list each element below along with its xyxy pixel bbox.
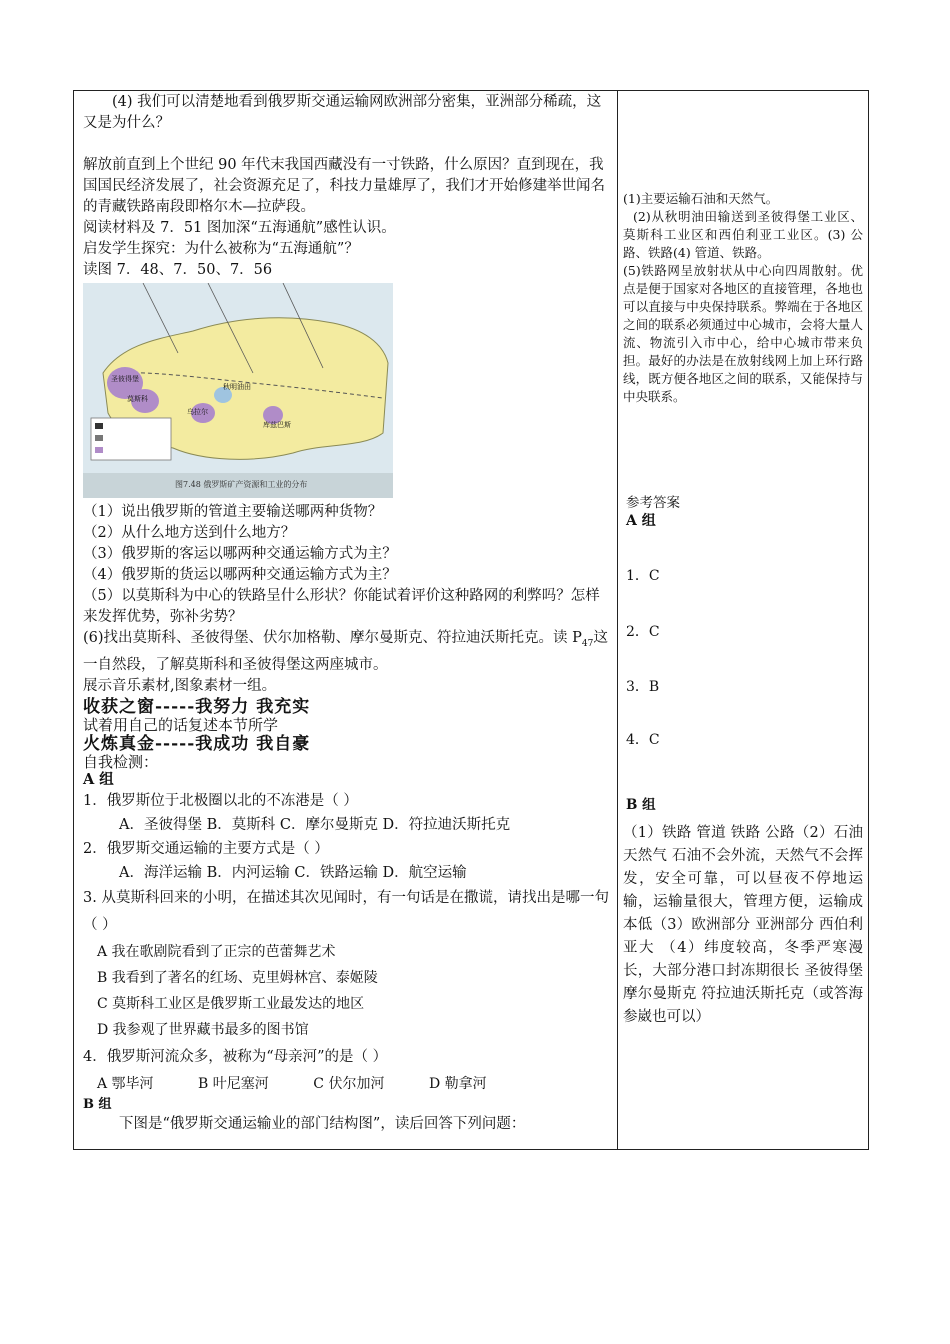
mcq-3-option-b: B 我看到了著名的红场、克里姆林宫、泰姬陵 — [97, 969, 378, 986]
question-1: （1）说出俄罗斯的管道主要输送哪两种货物？ — [83, 504, 383, 520]
answer-1: (1)主要运输石油和天然气。 — [623, 191, 779, 206]
question-6 — [83, 628, 611, 676]
mcq-3: 3. 从莫斯科回来的小明，在描述其次见闻时，有一句话是在撒谎，请找出是哪一句（ ） — [83, 889, 609, 933]
group-b-text: 下图是“俄罗斯交通运输业的部门结构图”，读后回答下列问题： — [119, 1115, 526, 1132]
inquiry-prompt: 启发学生探究：为什么被称为“五海通航”？ — [83, 241, 359, 257]
mcq-3-option-d: D 我参观了世界藏书最多的图书馆 — [97, 1021, 309, 1038]
answers-top — [623, 190, 863, 406]
map-label-moscow: 莫斯科 — [127, 395, 148, 403]
question-6-a: (6)找出莫斯科、圣彼得堡、伏尔加格勒、摩尔曼斯克、符拉迪沃斯托克。读 P — [83, 630, 582, 646]
page-subscript: 47 — [581, 638, 594, 649]
map-caption: 图7.48 俄罗斯矿产资源和工业的分布 — [175, 480, 308, 489]
mcq-1-options: A．圣彼得堡 B．莫斯科 C．摩尔曼斯克 D．符拉迪沃斯托克 — [119, 816, 511, 833]
tibet-paragraph: 解放前直到上个世纪 90 年代末我国西藏没有一寸铁路，什么原因？直到现在，我国国民经济发展了，社会资源充足了，科技力量雄厚了，我们才开始修建举世闻名的青藏铁路南段即格尔木—拉萨段。 — [83, 157, 605, 215]
left-column — [83, 92, 611, 1135]
self-check: 自我检测： — [83, 752, 159, 771]
group-b-heading: B 组 — [83, 1096, 112, 1112]
ref-group-b-answer: （1）铁路 管道 铁路 公路（2）石油 天然气 石油不会外流，天然气不会挥发，安全可靠，可以昼夜不停地运输，运输量很大，管理方便，运输成本低（3）欧洲部分 亚洲部分 西伯利亚大 （4）纬度较高，冬季严寒漫长，大部分港口封冻期很长 圣彼得堡 摩尔曼斯克 符拉迪沃斯托克（或答海参崴也可以） — [623, 825, 863, 1025]
ref-group-a-heading: A 组 — [626, 513, 656, 529]
map-label-oilfield: 秋明油田 — [223, 383, 251, 391]
ref-group-b-heading: B 组 — [626, 797, 656, 813]
answer-5: (5)铁路网呈放射状从中心向四周散射。优点是便于国家对各地区的直接管理，各地也可以直接与中央保持联系。弊端在于各地区之间的联系必须通过中心城市，会将大量人流、物流引入市中心，给中心城市带来负担。最好的办法是在放射线网上加上环行路线，既方便各地区之间的联系，又能保持与中央联系。 — [623, 263, 863, 404]
question-5: （5）以莫斯科为中心的铁路呈什么形状？你能试着评价这种路网的利弊吗？怎样来发挥优势，弥补劣势？ — [83, 588, 600, 625]
ref-answer-4: 4．C — [626, 732, 660, 748]
russia-map-image — [83, 283, 393, 498]
show-material: 展示音乐素材,图象素材一组。 — [83, 677, 277, 694]
mcq-2: 2．俄罗斯交通运输的主要方式是（ ） — [83, 840, 329, 857]
spacer — [83, 134, 611, 155]
ref-answer-1: 1．C — [626, 568, 660, 584]
question-2: （2）从什么地方送到什么地方？ — [83, 525, 296, 541]
reference-answer-label: 参考答案 — [626, 495, 680, 511]
map-label-ural: 乌拉尔 — [187, 408, 208, 416]
mcq-3-option-c: C 莫斯科工业区是俄罗斯工业最发达的地区 — [97, 995, 365, 1012]
read-maps: 读图 7．48、7．50、7．56 — [83, 262, 273, 278]
answer-2-4: (2)从秋明油田输送到圣彼得堡工业区、莫斯科工业区和西伯利亚工业区。(3) 公路、铁路(4) 管道、铁路。 — [623, 209, 863, 260]
mcq-1: 1．俄罗斯位于北极圈以北的不冻港是（ ） — [83, 792, 358, 809]
mcq-4: 4．俄罗斯河流众多，被称为“母亲河”的是（ ） — [83, 1048, 388, 1065]
ref-answer-3: 3．B — [626, 679, 660, 695]
question-6-b: 这一自然段，了解莫斯科和圣彼得堡这两座城市。 — [83, 630, 608, 673]
question-4: （4）俄罗斯的货运以哪两种交通运输方式为主？ — [83, 567, 397, 583]
ref-answer-2: 2．C — [626, 624, 660, 640]
question-4-intro: (4) 我们可以清楚地看到俄罗斯交通运输网欧洲部分密集，亚洲部分稀疏，这又是为什么？ — [83, 94, 602, 131]
mcq-3-option-a: A 我在歌剧院看到了正宗的芭蕾舞艺术 — [97, 943, 336, 960]
harvest-title: 收获之窗-----我努力 我充实 — [83, 696, 311, 717]
question-3: （3）俄罗斯的客运以哪两种交通运输方式为主？ — [83, 546, 397, 562]
mcq-2-options: A．海洋运输 B．内河运输 C．铁路运输 D．航空运输 — [119, 864, 467, 881]
map-label-stpetersburg: 圣彼得堡 — [111, 375, 139, 383]
practice-title: 火炼真金-----我成功 我自豪 — [83, 733, 311, 754]
map-label-kuzbass: 库兹巴斯 — [263, 421, 291, 429]
column-divider — [617, 90, 618, 1150]
group-a-heading: A 组 — [83, 770, 114, 788]
read-material: 阅读材料及 7．51 图加深“五海通航”感性认识。 — [83, 220, 396, 236]
harvest-sub: 试着用自己的话复述本节所学 — [83, 715, 279, 734]
mcq-4-options: A 鄂毕河 B 叶尼塞河 C 伏尔加河 D 勒拿河 — [97, 1075, 487, 1092]
